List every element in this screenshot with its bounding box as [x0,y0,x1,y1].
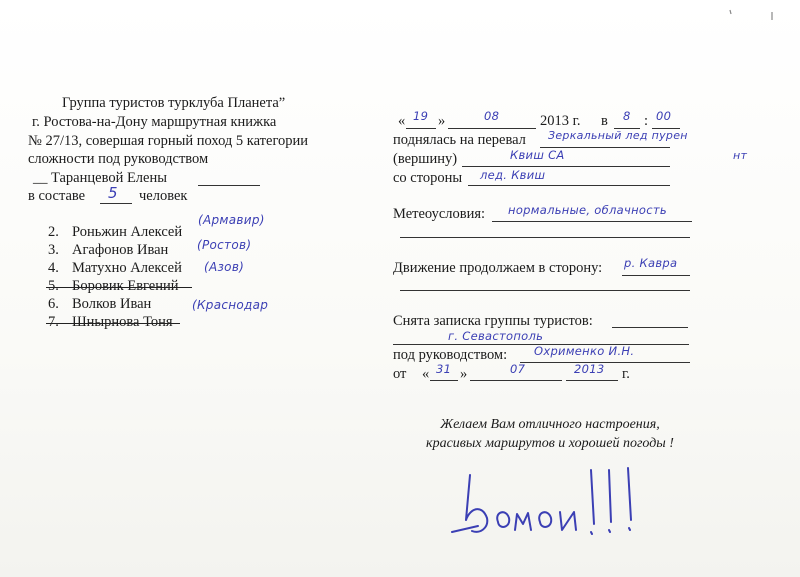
summit-value: Квиш СА [510,148,565,162]
weather-label: Метеоусловия: [393,206,486,222]
member-name: Шнырнова Тоня [72,314,173,330]
member-number: 5. [48,278,59,294]
pass-value: Зеркальный лед пурен [548,129,688,142]
note-value: г. Севастополь [448,329,544,343]
date-close-quote: » [438,113,446,129]
member-number: 2. [48,224,59,240]
header-line-4: сложности под руководством [28,151,209,167]
member-name: Роньжин Алексей [72,224,183,240]
date-month: 08 [484,109,500,123]
direction-label: Движение продолжаем в сторону: [393,260,603,276]
wish-line-1: Желаем Вам отличного настроения, [440,417,660,432]
note-label: Снята записка группы туристов: [393,313,593,329]
leader-name: Таранцевой Елены [51,170,167,186]
member-number: 6. [48,296,59,312]
member-name: Волков Иван [72,296,152,312]
member-name: Агафонов Иван [72,242,169,258]
pass-note: нт [733,149,748,162]
member-name: Матухно Алексей [72,260,182,276]
member-city-note: (Армавир) [198,213,265,227]
from-day: 31 [436,362,452,376]
pass-label: поднялась на перевал [393,132,526,148]
side-value: лед. Квиш [480,168,546,182]
member-name: Боровик Евгений [72,278,179,294]
from-close-quote: » [460,366,468,382]
header-line-3: № 27/13, совершая горный поход 5 категории [28,133,309,149]
group-label: в составе [28,188,86,204]
handwritten-footer-text [470,500,474,501]
leader-prefix: __ [33,170,48,186]
member-city-note: (Краснодар [192,298,269,312]
by-label: под руководством: [393,347,508,363]
member-number: 4. [48,260,59,276]
from-suffix: г. [622,366,630,382]
header-line-2: г. Ростова-на-Дону маршрутная книжка [32,114,277,130]
weather-value: нормальные, облачность [508,203,667,217]
summit-label: (вершину) [393,151,458,167]
wish-line-2: красивых маршрутов и хорошей погоды ! [426,436,674,451]
from-open-quote: « [422,366,430,382]
from-month: 07 [510,362,526,376]
date-year: 2013 г. [540,113,581,129]
side-label: со стороны [393,170,463,186]
time-prefix: в [601,113,608,129]
member-number: 3. [48,242,59,258]
member-number: 7. [48,314,59,330]
member-city-note: (Ростов) [197,238,252,252]
direction-value: р. Кавра [624,256,678,270]
time-minutes: 00 [656,109,672,123]
member-city-note: (Азов) [204,260,245,274]
time-separator: : [644,113,649,129]
from-label: от [393,366,407,382]
date-day: 19 [413,109,429,123]
header-line-1: Группа туристов турклуба Планета” [62,95,286,111]
by-value: Охрименко И.Н. [534,344,635,358]
time-hours: 8 [623,109,631,123]
date-open-quote: « [398,113,406,129]
group-count: 5 [108,184,118,202]
from-year: 2013 [574,362,605,376]
group-suffix: человек [139,188,188,204]
